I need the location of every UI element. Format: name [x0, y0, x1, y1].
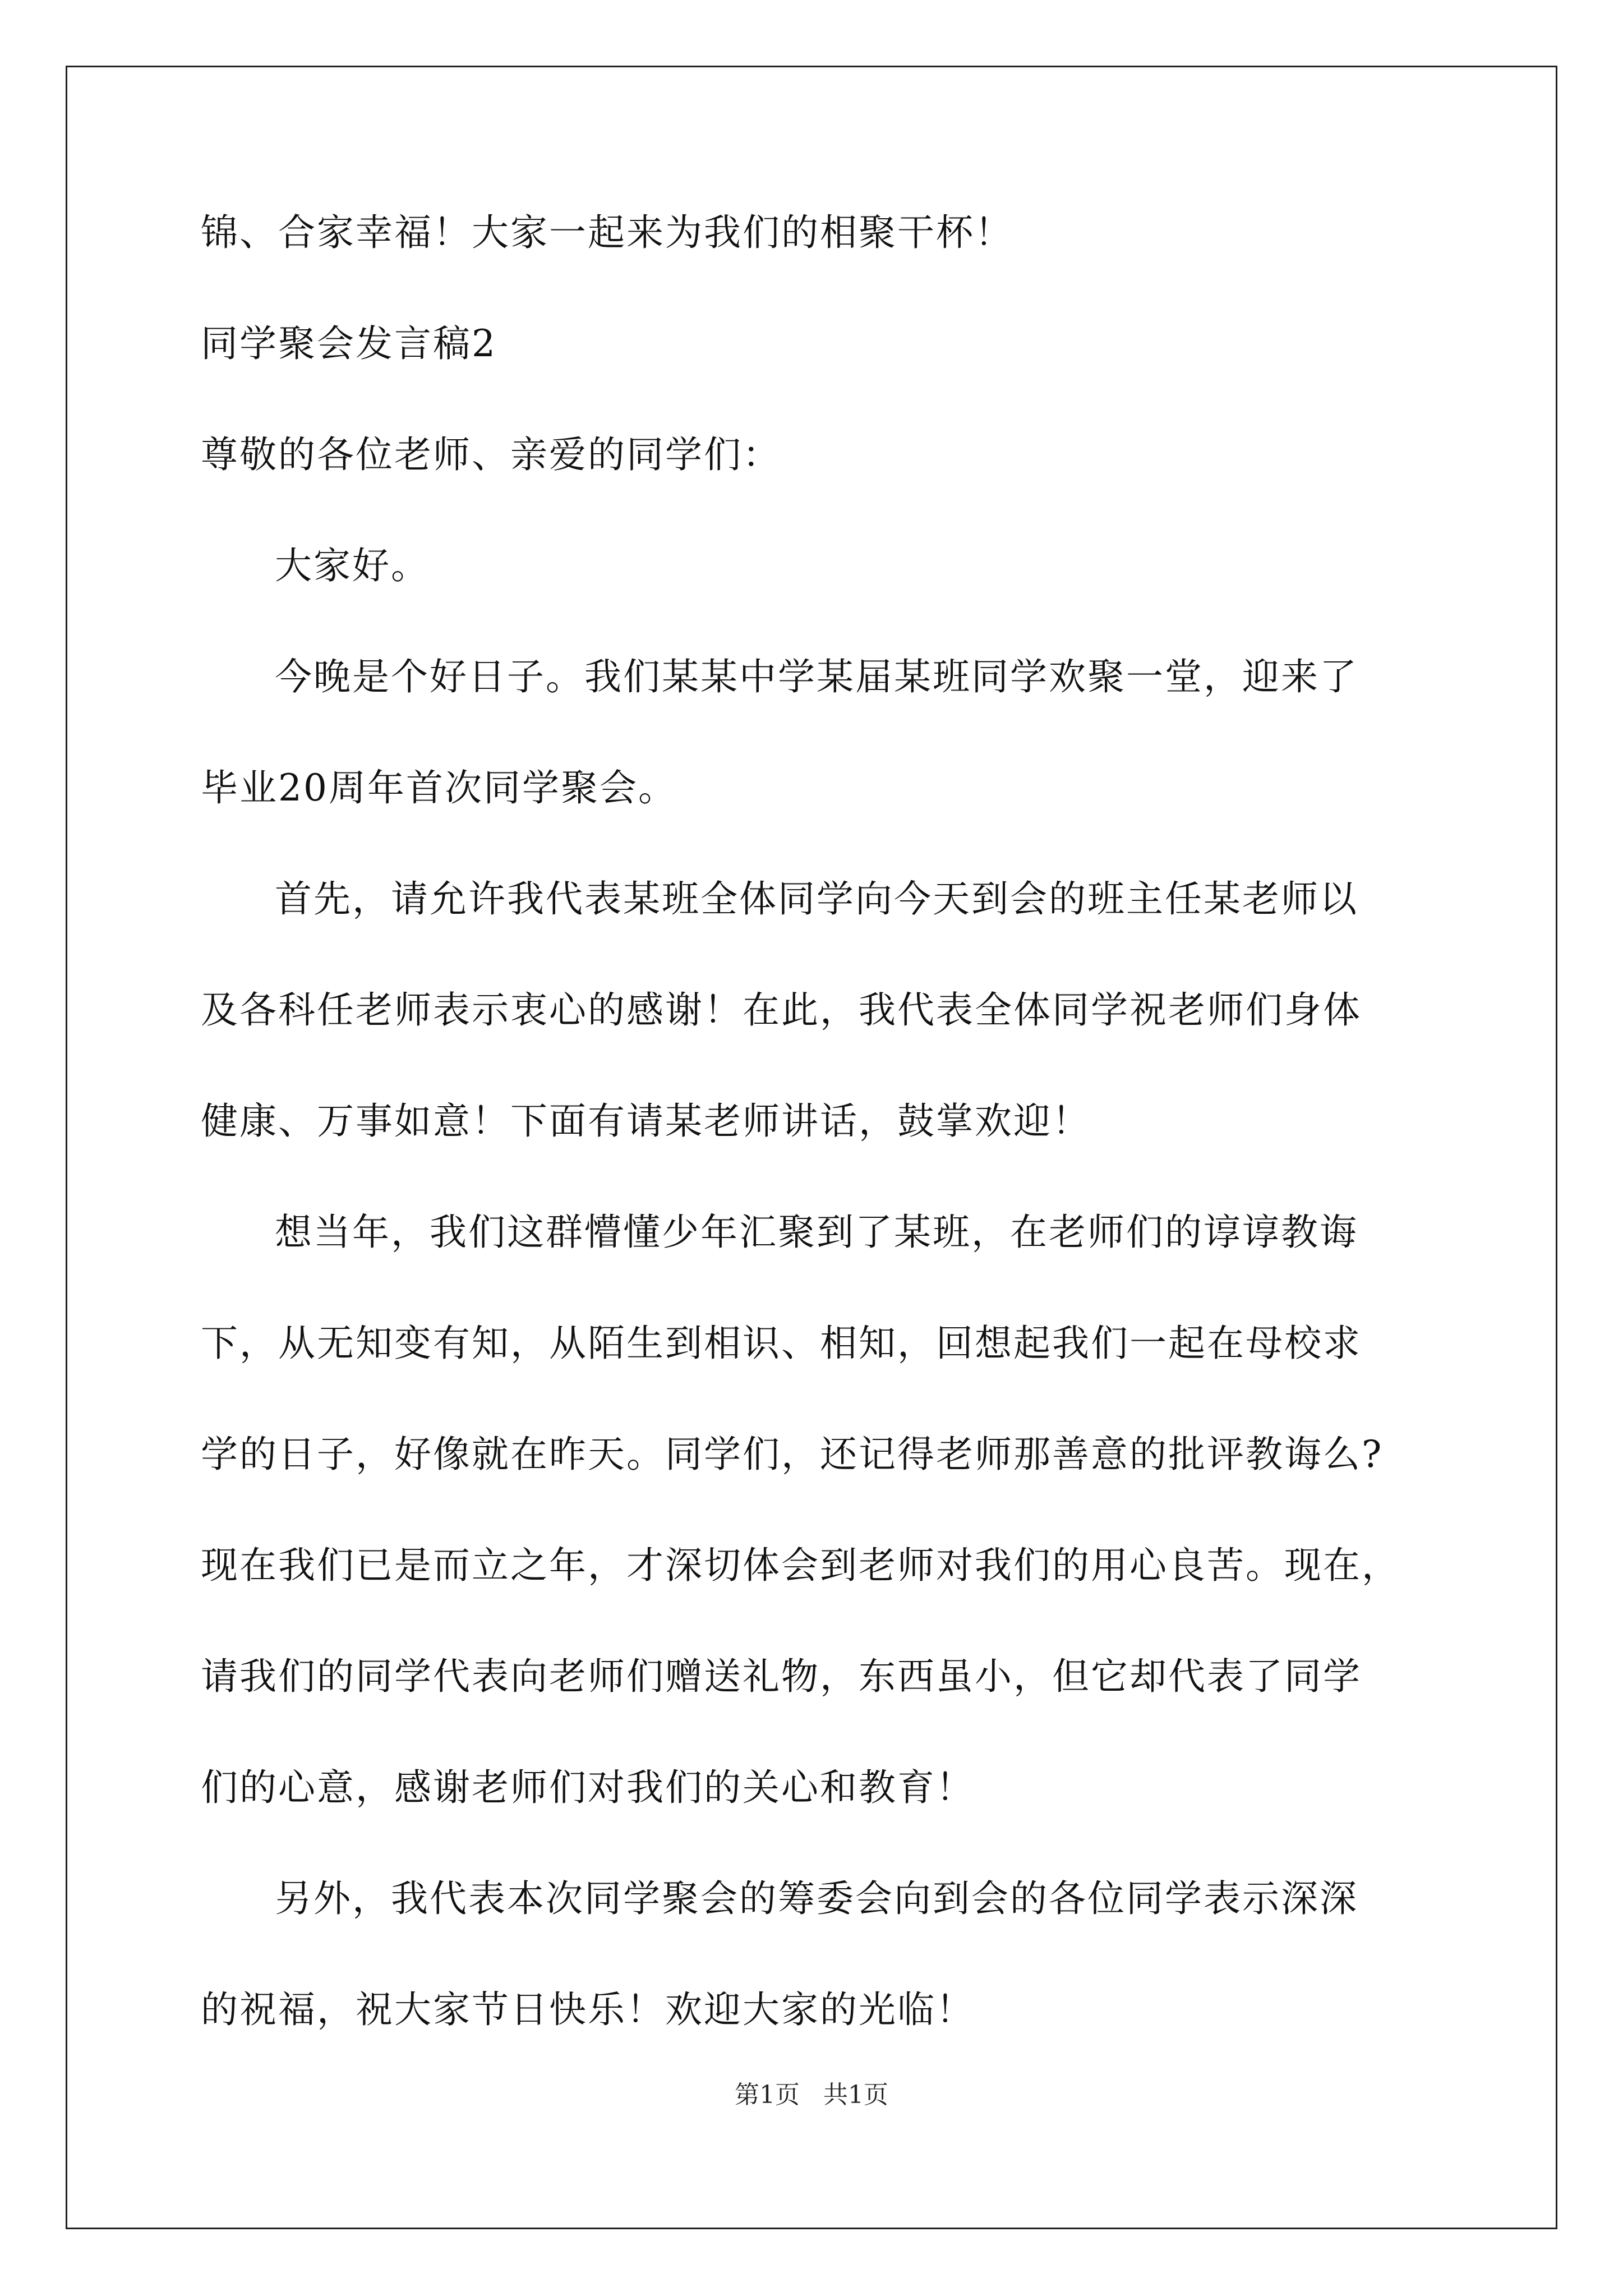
paragraph-line: 今晚是个好日子。我们某某中学某届某班同学欢聚一堂，迎来了	[275, 655, 1358, 698]
paragraph-line: 另外，我代表本次同学聚会的筹委会向到会的各位同学表示深深	[275, 1877, 1358, 1920]
paragraph-line: 想当年，我们这群懵懂少年汇聚到了某班，在老师们的谆谆教诲	[275, 1211, 1358, 1254]
salutation: 尊敬的各位老师、亲爱的同学们：	[201, 433, 781, 476]
text-line: 锦、合家幸福！大家一起来为我们的相聚干杯！	[201, 211, 1013, 254]
paragraph-line: 请我们的同学代表向老师们赠送礼物，东西虽小，但它却代表了同学	[201, 1655, 1362, 1698]
section-title: 同学聚会发言稿2	[201, 322, 497, 365]
paragraph-line: 下，从无知变有知，从陌生到相识、相知，回想起我们一起在母校求	[201, 1322, 1362, 1365]
paragraph-line: 首先，请允许我代表某班全体同学向今天到会的班主任某老师以	[275, 877, 1358, 921]
paragraph-line: 毕业20周年首次同学聚会。	[201, 766, 677, 809]
paragraph-line: 健康、万事如意！下面有请某老师讲话，鼓掌欢迎！	[201, 1099, 1091, 1143]
paragraph-line: 们的心意，感谢老师们对我们的关心和教育！	[201, 1766, 975, 1809]
paragraph-line: 现在我们已是而立之年，才深切体会到老师对我们的用心良苦。现在，	[201, 1544, 1400, 1587]
paragraph-line: 及各科任老师表示衷心的感谢！在此，我代表全体同学祝老师们身体	[201, 988, 1362, 1032]
paragraph-line: 的祝福，祝大家节日快乐！欢迎大家的光临！	[201, 1988, 975, 2031]
greeting: 大家好。	[275, 544, 430, 587]
page-footer: 第1页 共1页	[735, 2081, 888, 2109]
paragraph-line: 学的日子，好像就在昨天。同学们，还记得老师那善意的批评教诲么?	[201, 1433, 1384, 1476]
